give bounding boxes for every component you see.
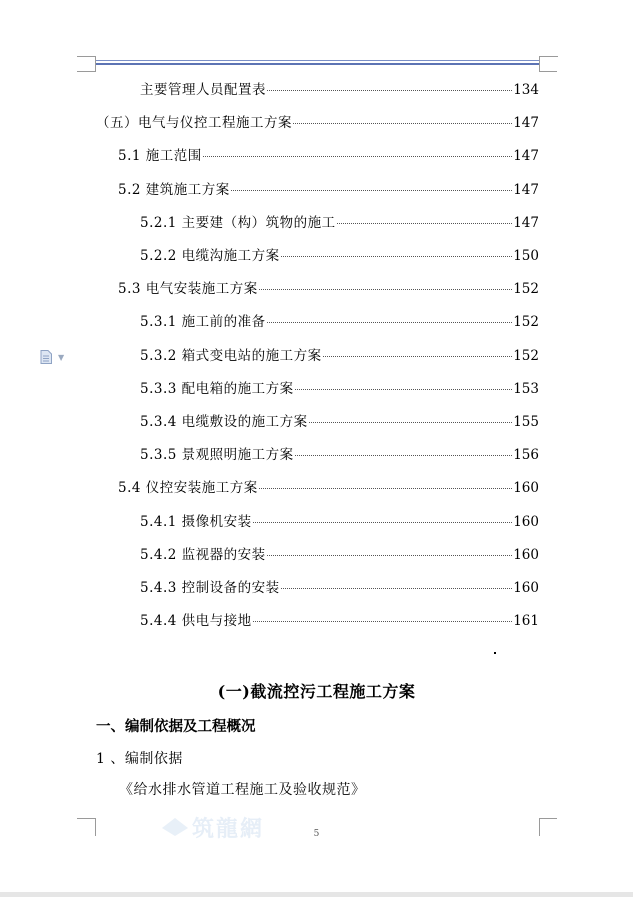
toc-leader-dots (293, 123, 512, 124)
toc-entry-page: 147 (513, 115, 539, 132)
page-number: 5 (313, 829, 320, 839)
toc-entry-page: 152 (513, 314, 539, 331)
toc-entry-title: 5.2.1 主要建（构）筑物的施工 (140, 214, 336, 231)
toc-entry[interactable] (140, 379, 539, 399)
toc-leader-dots (323, 356, 513, 357)
toc-entry-page: 150 (513, 248, 539, 264)
toc-entry-page: 160 (513, 546, 539, 563)
stray-dot (494, 652, 496, 654)
toc-entry-page: 160 (513, 513, 539, 530)
heading-level-1: 一、编制依据及工程概况 (96, 718, 256, 735)
toc-entry[interactable] (140, 246, 539, 266)
toc-entry-page: 147 (513, 148, 539, 165)
document-icon[interactable] (40, 350, 52, 364)
toc-leader-dots (259, 289, 512, 290)
toc-entry-title: 5.1 施工范围 (118, 148, 202, 165)
crop-mark-top-left-h (77, 71, 95, 72)
toc-entry[interactable] (96, 113, 539, 133)
toc-leader-dots (281, 256, 513, 257)
toc-entry-title: 5.3.5 景观照明施工方案 (140, 447, 294, 464)
dropdown-arrow-icon[interactable]: ▼ (58, 353, 65, 362)
toc-entry-title: 5.4 仪控安装施工方案 (118, 480, 258, 497)
toc-leader-dots (267, 322, 513, 323)
toc-entry-page: 152 (513, 347, 539, 364)
toc-leader-dots (267, 555, 513, 556)
toc-entry[interactable] (140, 611, 539, 631)
toc-entry-page: 152 (513, 281, 539, 298)
section-title: (一)截流控污工程施工方案 (217, 682, 416, 701)
toc-entry[interactable] (140, 578, 539, 598)
page-bottom-edge (0, 892, 633, 897)
toc-entry[interactable] (140, 213, 539, 233)
watermark-text: 筑龍網 (192, 816, 265, 842)
toc-entry-page: 147 (513, 214, 539, 231)
toc-leader-dots (281, 588, 513, 589)
toc-entry-title: 5.4.2 监视器的安装 (140, 546, 266, 563)
toc-entry[interactable] (118, 180, 539, 200)
header-rule-thick (96, 63, 539, 65)
toc-leader-dots (203, 156, 512, 157)
crop-mark-top-right (539, 56, 558, 72)
toc-entry-title: 5.3.2 箱式变电站的施工方案 (140, 347, 322, 364)
toc-entry[interactable] (118, 279, 539, 299)
toc-entry-title: 5.3.3 配电箱的施工方案 (140, 380, 294, 397)
crop-mark-bottom-left-h (77, 818, 95, 819)
toc-leader-dots (337, 223, 513, 224)
toc-entry[interactable] (140, 412, 539, 432)
toc-entry-page: 160 (513, 480, 539, 497)
toc-entry[interactable] (118, 146, 539, 166)
toc-leader-dots (309, 422, 513, 423)
toc-entry-page: 134 (513, 82, 539, 98)
toc-entry-title: 5.3 电气安装施工方案 (118, 281, 258, 298)
toc-entry-page: 147 (513, 181, 539, 198)
toc-entry-page: 160 (513, 580, 539, 596)
toc-entry-title: 5.3.4 电缆敷设的施工方案 (140, 414, 308, 430)
toc-entry-page: 161 (513, 613, 539, 630)
heading-level-2: 1 、编制依据 (96, 751, 183, 767)
crop-mark-top-left (77, 56, 96, 72)
toc-leader-dots (267, 90, 512, 91)
toc-entry[interactable] (140, 80, 539, 100)
toc-entry-title: 5.2 建筑施工方案 (118, 181, 230, 198)
toc-entry-page: 156 (513, 447, 539, 464)
header-rule-thin (96, 60, 539, 61)
toc-entry-title: 5.4.4 供电与接地 (140, 613, 252, 630)
paragraph-text: 《给水排水管道工程施工及验收规范》 (119, 782, 366, 798)
toc-entry[interactable] (140, 312, 539, 332)
crop-mark-bottom-right-h (539, 818, 557, 819)
toc-entry[interactable] (118, 478, 539, 498)
toc-leader-dots (259, 488, 512, 489)
toc-entry[interactable] (140, 445, 539, 465)
toc-entry-page: 155 (513, 414, 539, 430)
toc-leader-dots (295, 455, 513, 456)
toc-entry-title: （五）电气与仪控工程施工方案 (96, 115, 292, 132)
toc-entry-title: 主要管理人员配置表 (140, 82, 266, 98)
toc-entry[interactable] (140, 512, 539, 532)
toc-entry-page: 153 (513, 380, 539, 397)
toc-leader-dots (231, 190, 512, 191)
toc-entry[interactable] (140, 346, 539, 366)
toc-leader-dots (253, 522, 513, 523)
toc-leader-dots (253, 621, 513, 622)
toc-entry-title: 5.4.1 摄像机安装 (140, 513, 252, 530)
toc-leader-dots (295, 389, 513, 390)
toc-entry-title: 5.4.3 控制设备的安装 (140, 580, 280, 596)
toc-entry-title: 5.2.2 电缆沟施工方案 (140, 248, 280, 264)
toc-entry[interactable] (140, 545, 539, 565)
crop-mark-top-right-h (539, 71, 557, 72)
toc-entry-title: 5.3.1 施工前的准备 (140, 314, 266, 331)
